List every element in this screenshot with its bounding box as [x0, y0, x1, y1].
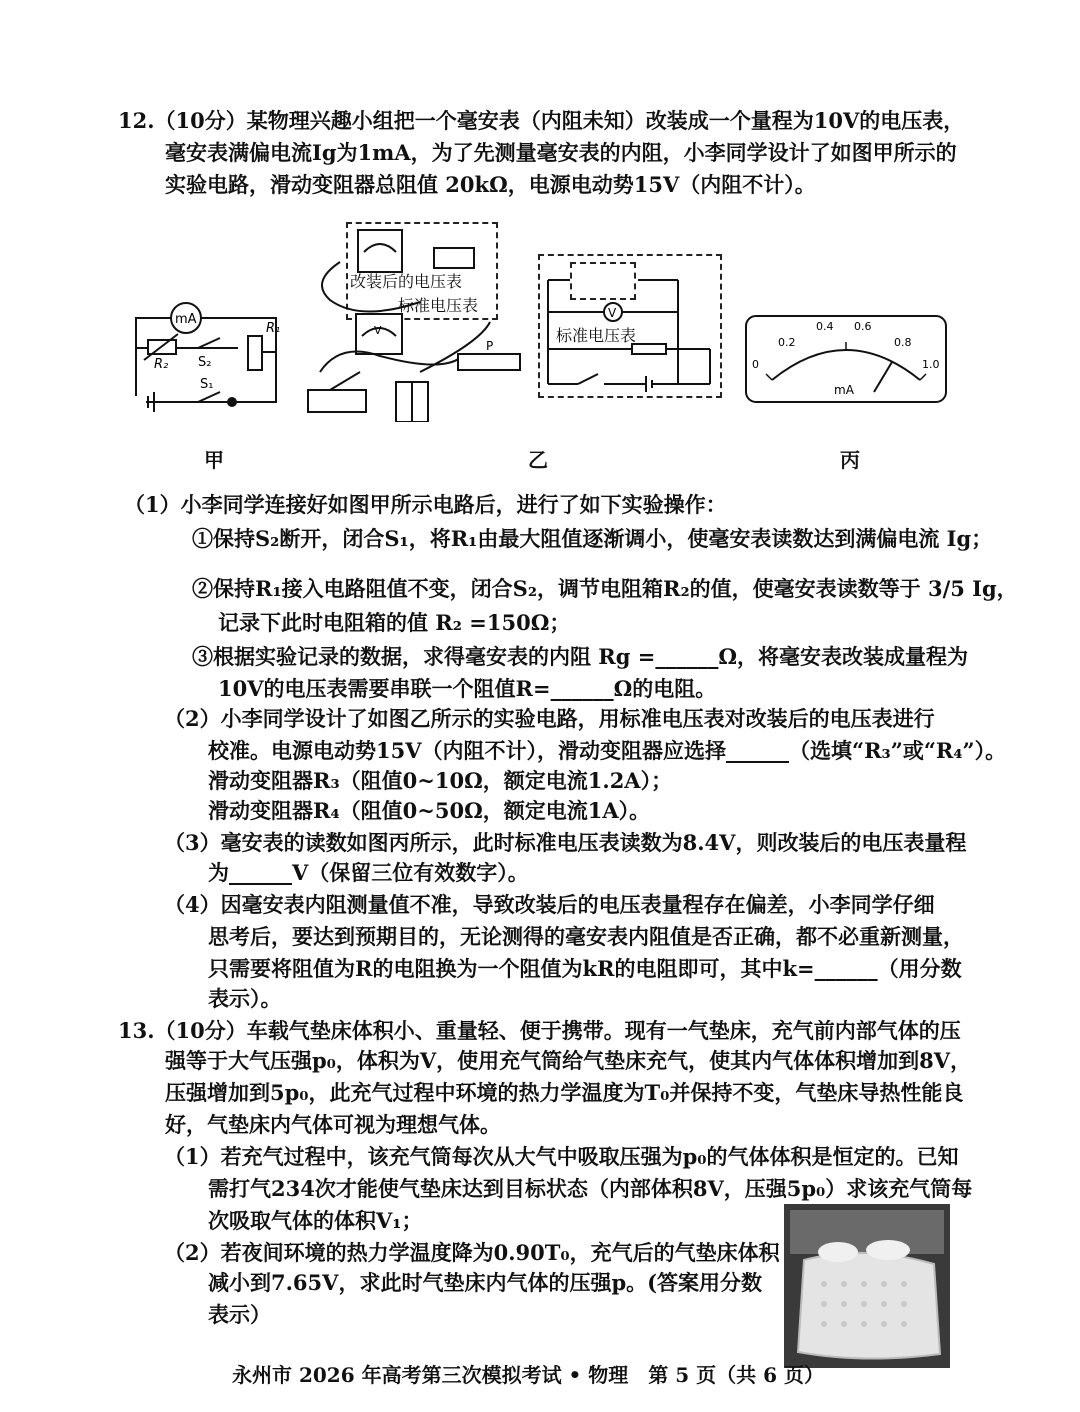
standard-voltmeter-label-2: 标准电压表	[556, 326, 637, 345]
q12-part4-line4: 表示）。	[208, 986, 282, 1011]
q13-part2-line3: 表示）	[208, 1302, 271, 1327]
q12-part1-step3-cont: 10V的电压表需要串联一个阻值R=______Ω的电阻。	[218, 676, 717, 701]
q12-part1-step3: ③根据实验记录的数据，求得毫安表的内阻 Rg =______Ω，将毫安表改装成量程为	[192, 644, 969, 669]
modified-voltmeter-label: 改装后的电压表	[350, 272, 463, 291]
tick-0-2: 0.2	[778, 336, 796, 349]
figure-c-meter	[744, 314, 950, 406]
q12-part2-line1: （2）小李同学设计了如图乙所示的实验电路，用标准电压表对改装后的电压表进行	[164, 706, 935, 731]
q13-part2-line1: （2）若夜间环境的热力学温度降为0.90T₀，充气后的气垫床体积	[164, 1240, 780, 1265]
s1-label: S₁	[200, 377, 214, 392]
q12-part1-intro: （1）小李同学连接好如图甲所示电路后，进行了如下实验操作：	[124, 492, 727, 517]
q12-part3-line1: （3）毫安表的读数如图丙所示，此时标准电压表读数为8.4V，则改装后的电压表量程	[164, 830, 967, 855]
q12-part1-step1: ①保持S₂断开，闭合S₁，将R₁由最大阻值逐渐调小，使毫安表读数达到满偏电流 Ig；	[192, 526, 993, 551]
tick-0: 0	[752, 358, 759, 371]
r1-label: R₁	[266, 321, 281, 336]
tick-0-8: 0.8	[894, 336, 912, 349]
figure-b-caption: 乙	[528, 448, 548, 472]
tick-0-4: 0.4	[816, 320, 834, 333]
q13-line-3: 压强增加到5p₀，此充气过程中环境的热力学温度为T₀并保持不变，气垫床导热性能良	[165, 1080, 964, 1105]
figure-a-caption: 甲	[204, 448, 224, 472]
q13-line-4: 好，气垫床内气体可视为理想气体。	[165, 1112, 501, 1137]
air-mattress-photo	[784, 1204, 950, 1368]
q13-part1-line1: （1）若充气过程中，该充气筒每次从大气中吸取压强为p₀的气体体积是恒定的。已知	[164, 1144, 959, 1169]
r2-label: R₂	[154, 357, 169, 372]
figure-c-caption: 丙	[840, 448, 860, 472]
q13-part2-line2: 减小到7.65V，求此时气垫床内气体的压强p。(答案用分数	[208, 1270, 763, 1295]
q12-part4-line2: 思考后，要达到预期目的，无论测得的毫安表内阻值是否正确，都不必重新测量，	[208, 924, 964, 949]
q12-part2-line3: 滑动变阻器R₃（阻值0~10Ω，额定电流1.2A）；	[208, 768, 673, 793]
q13-part1-line2: 需打气234次才能使气垫床达到目标状态（内部体积8V，压强5p₀）求该充气筒每	[208, 1176, 973, 1201]
s2-label: S₂	[198, 355, 212, 370]
q12-line-1: 12.（10分）某物理兴趣小组把一个毫安表（内阻未知）改装成一个量程为10V的电压表，	[118, 108, 965, 133]
v-circle-label: V	[608, 306, 617, 320]
q12-part2-line4: 滑动变阻器R₄（阻值0~50Ω，额定电流1A）。	[208, 798, 651, 823]
q13-part1-line3: 次吸取气体的体积V₁；	[208, 1208, 423, 1233]
q12-part2-line2: 校准。电源电动势15V（内阻不计），滑动变阻器应选择______（选填“R₃”或“R₄”）。	[208, 738, 1007, 763]
tick-1-0: 1.0	[922, 358, 940, 371]
q12-line-2: 毫安表满偏电流Ig为1mA，为了先测量毫安表的内阻，小李同学设计了如图甲所示的	[165, 140, 957, 165]
q12-line-3: 实验电路，滑动变阻器总阻值 20kΩ，电源电动势15V（内阻不计）。	[165, 172, 816, 197]
ma-label: mA	[175, 312, 197, 327]
meter-unit: mA	[834, 383, 854, 397]
q12-part4-line1: （4）因毫安表内阻测量值不准，导致改装后的电压表量程存在偏差，小李同学仔细	[164, 892, 935, 917]
q12-part3-line2: 为______V（保留三位有效数字）。	[208, 860, 529, 885]
figure-b-apparatus	[300, 222, 540, 422]
v-label: V	[374, 324, 382, 337]
q12-part4-line3: 只需要将阻值为R的电阻换为一个阻值为kR的电阻即可，其中k=______（用分数	[208, 956, 962, 981]
q13-line-2: 强等于大气压强p₀，体积为V，使用充气筒给气垫床充气，使其内气体体积增加到8V，	[165, 1048, 972, 1073]
figure-a-circuit	[128, 296, 288, 416]
q12-part1-step2: ②保持R₁接入电路阻值不变，闭合S₂，调节电阻箱R₂的值，使毫安表读数等于 3/5 Ig，	[192, 576, 1018, 601]
q13-line-1: 13.（10分）车载气垫床体积小、重量轻、便于携带。现有一气垫床，充气前内部气体的压	[118, 1018, 961, 1043]
p-label: P	[486, 339, 494, 353]
q12-part1-step2-cont: 记录下此时电阻箱的值 R₂ =150Ω；	[218, 610, 571, 635]
standard-voltmeter-label: 标准电压表	[398, 296, 479, 315]
page-footer: 永州市 2026 年高考第三次模拟考试 • 物理 第 5 页（共 6 页）	[232, 1363, 824, 1387]
tick-0-6: 0.6	[854, 320, 872, 333]
